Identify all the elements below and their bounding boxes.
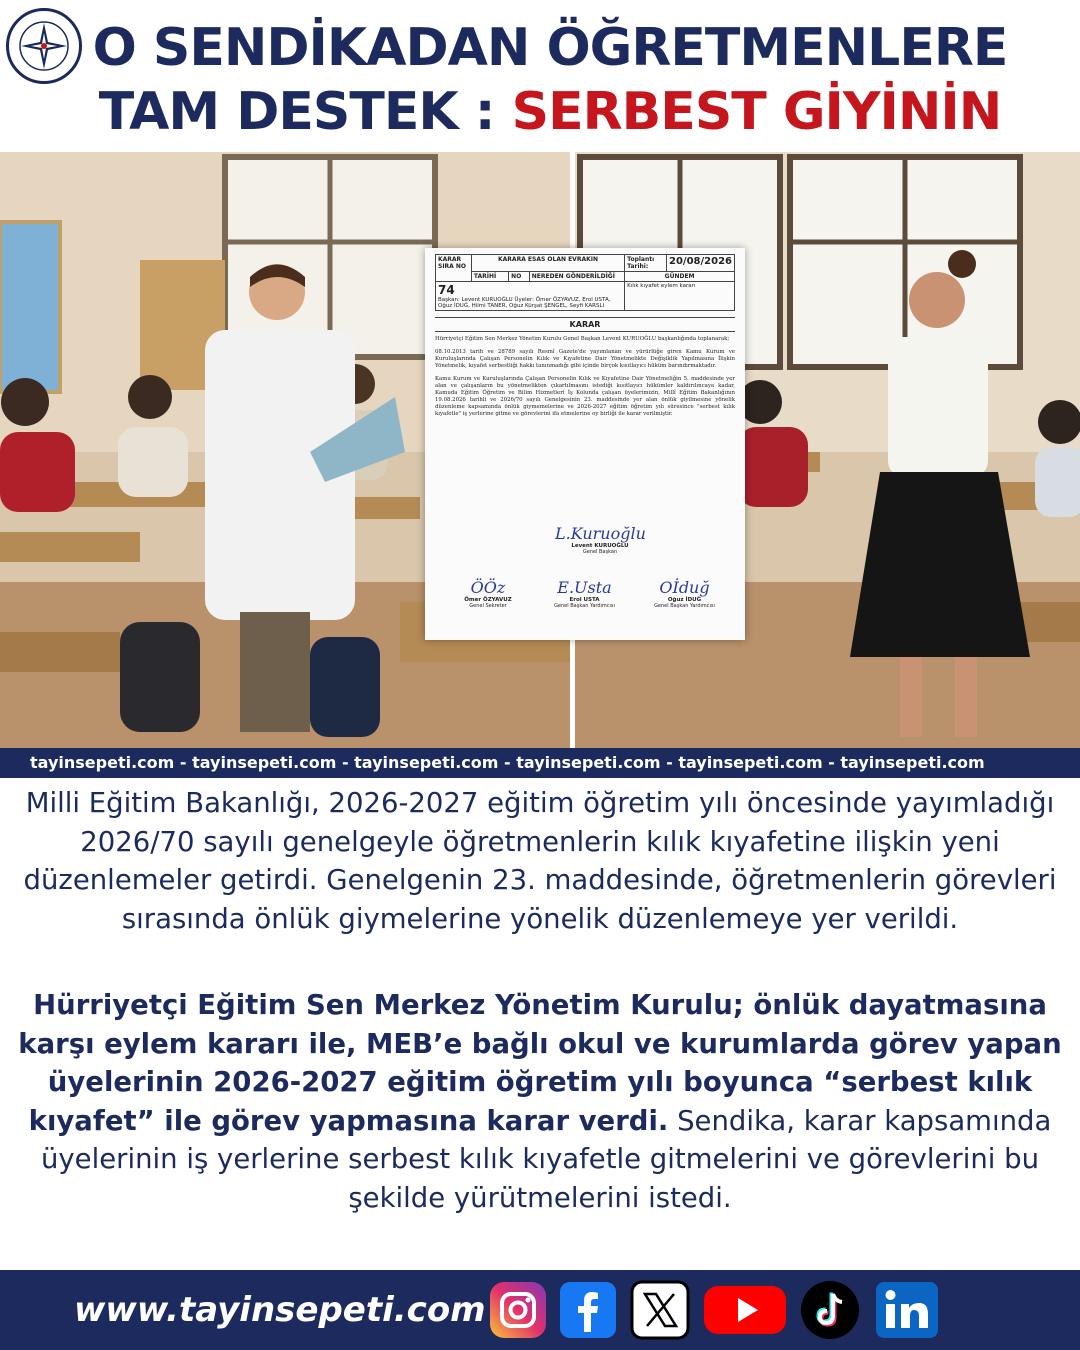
watermark-strip: tayinsepeti.com - tayinsepeti.com - tayinsepeti.com - tayinsepeti.com - tayinsepeti.com - tayinsepeti.com [0, 748, 1080, 778]
signature-title: Genel Sekreter [469, 603, 507, 609]
signature-scribble: E.Usta [557, 578, 612, 597]
article-rest: Sendika, karar kapsamında üyelerinin iş yerlerine serbest kılık kıyafetle gitmelerini ve görevlerini bu şekilde yürütmelerini istedi. [40, 1104, 1052, 1214]
signature-scribble: ÖÖz [470, 578, 506, 597]
doc-nereden-header: NEREDEN GÖNDERİLDİĞİ [529, 272, 624, 282]
signature-title: Genel Başkan Yardımcısı [554, 603, 615, 609]
signature-name: Levent KURUOĞLU [571, 543, 629, 549]
doc-toplanti-header: Toplantı Tarihi: [625, 255, 667, 272]
doc-paragraph-2: 08.10.2013 tarih ve 28789 sayılı Resmî Gazete'de yayımlanan ve yürürlüğe giren Kamu Kurum ve Kuruluşlarında Çalışan Personelin Kılık ve Kıyafetine Dair Yönetmelikte Değişiklik Yapılmasına İlişkin Yönetmelik, kıyafet serbestliği hakkı tanınmadığı gibi içinde birçok kısıtlayıcı hüküm barındırmaktadır. [435, 349, 735, 369]
headline-part-b: SERBEST GİYİNİN [511, 82, 1002, 142]
signature-name: Ömer ÖZYAVUZ [464, 597, 512, 603]
article-lead-bold: Hürriyetçi Eğitim Sen Merkez Yönetim Kurulu; önlük dayatmasına karşı eylem kararı ile, MEB’e bağlı okul ve kurumlarda görev yapan üyelerinin 2026-2027 eğitim öğretim yılı boyunca “serbest kılık kıyafet” ile görev yapmasına karar verdi. [18, 989, 1062, 1137]
doc-number-cell [436, 282, 625, 311]
youtube-icon[interactable] [702, 1280, 788, 1340]
doc-karar-title: KARAR [435, 317, 735, 332]
signature-scribble: Oİduğ [659, 578, 710, 597]
doc-number: 74 [438, 283, 455, 297]
doc-members: Başkan: Levent KURUOĞLU Üyeler: Ömer ÖZYAVUZ, Erol USTA, Oğuz İDUĞ, Hilmi TANER, Oğuz Kürşat ŞENGEL, Seyfi KARSLI [438, 297, 611, 309]
headline-line-2 [60, 82, 1040, 142]
linkedin-icon[interactable] [874, 1280, 940, 1340]
signature-vice-1 [537, 578, 632, 609]
signature-secretary [443, 578, 533, 609]
website-link[interactable]: www.tayinsepeti.com [74, 1290, 486, 1330]
doc-date: 20/08/2026 [667, 255, 735, 272]
decision-document [425, 248, 745, 640]
signature-scribble: L.Kuruoğlu [555, 524, 646, 543]
headline-part-a: TAM DESTEK : [98, 82, 512, 142]
footer [0, 1270, 1080, 1350]
doc-paragraph-3: Kamu Kurum ve Kuruluşlarında Çalışan Personelin Kılık ve Kıyafetine Dair Yönetmeliğin 5. maddesinde yer alan ve çalışanların bu yönetmelikten çıkartılmasını istediği kısıtlayıcı hükümler kaldırılıncaya kadar, Kamuda Eğitim Öğretim ve Bilim Hizmetleri İş Kolunda çalışan üyelerimizin, Millî Eğitim Bakanlığının 19.08.2026 tarihli ve 2026/70 sayılı Genelgesinin 23. maddesinde yer alan önlük giyilmesine yönelik düzenleme kapsamında önlük giymemelerine ve 2026-2027 eğitim öğretim yılı süresince "serbest kılık kıyafetle" iş yerlerine gitme ve görevlerini ifa etmelerine oy birliği ile karar verilmiştir. [435, 376, 735, 417]
headline-line-1: O SENDİKADAN ÖĞRETMENLERE [92, 18, 1008, 78]
instagram-icon[interactable] [488, 1280, 548, 1340]
signature-vice-2 [637, 578, 732, 609]
facebook-icon[interactable] [558, 1280, 618, 1340]
x-icon[interactable] [630, 1280, 690, 1340]
document-header-table [435, 254, 735, 311]
tiktok-icon[interactable] [800, 1280, 860, 1340]
signature-president [555, 524, 645, 555]
signature-title: Genel Başkan Yardımcısı [654, 603, 715, 609]
doc-gundem: Kılık kıyafet eylem kararı [625, 282, 735, 311]
doc-paragraph-1: Hürriyetçi Eğitim Sen Merkez Yönetim Kurulu Genel Başkan Levent KURUOĞLU başkanlığında toplanarak; [435, 336, 730, 342]
signature-name: Oğuz İDUĞ [667, 597, 702, 603]
article-paragraph-2 [10, 986, 1070, 1217]
header [0, 0, 1080, 152]
signature-title: Genel Başkan [582, 549, 618, 555]
doc-no-header: NO [509, 272, 530, 282]
signature-name: Erol USTA [569, 597, 600, 603]
article-paragraph-1: Milli Eğitim Bakanlığı, 2026-2027 eğitim öğretim yılı öncesinde yayımladığı 2026/70 sayılı genelgeyle öğretmenlerin kılık kıyafetine ilişkin yeni düzenlemeler getirdi. Genelgenin 23. maddesinde, öğretmenlerin görevleri sırasında önlük giymelerine yönelik düzenlemeye yer verildi. [23, 787, 1057, 935]
doc-gundem-header: GÜNDEM [625, 272, 735, 282]
doc-esas-header: KARARA ESAS OLAN EVRAKIN [471, 255, 624, 272]
doc-tarihi-header: TARİHİ [471, 272, 508, 282]
doc-karar-sira-header: KARAR SIRA NO [436, 255, 472, 282]
